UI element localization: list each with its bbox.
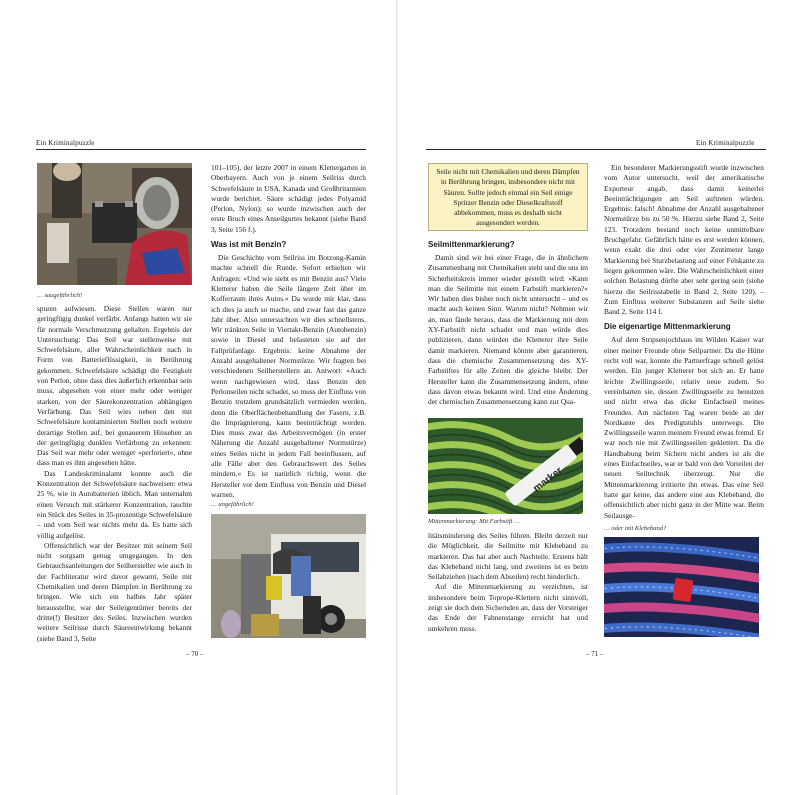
paragraph: litätsminderung des Seiles führen. Bleibt derzeit nur die Möglichkeit, die Seilmitte mit Klebeband zu markieren. Das hat aber auch Nachteile. Erstens hält das Klebeband nicht lang, und zweitens ist es beim Seilabziehen (nach dem Abseilen) recht hinderlich. (428, 531, 588, 582)
left-column-2 (211, 163, 366, 500)
right-column-1-bottom (428, 531, 588, 634)
paragraph: Auf die Mittenmarkierung zu verzichten, ist insbesondere beim Toprope-Klettern nicht sinnvoll, zeigt sie doch dem Sichernden an, dass der Vorsteiger das Ende der Fahnenstange erreicht hat und umkehren muss. (428, 582, 588, 633)
running-head-left: Ein Kriminalpuzzle (36, 139, 95, 147)
highlight-box: Seile nicht mit Chemikalien und deren Dämpfen in Berührung bringen, insbesondere nicht mit Säuren. Sollte jedoch einmal ein Seil einige Spritzer Benzin oder Dieselkraftstoff abbekommen, muss es deshalb nicht ausgesondert werden. (428, 163, 588, 231)
caption-middle-right: Mittenmarkierung: Mit Farbstift … (428, 518, 520, 525)
caption-bottom-right: … oder mit Klebeband? (604, 525, 667, 532)
marker-label: marker (531, 465, 565, 495)
section-heading: Was ist mit Benzin? (211, 240, 287, 250)
right-page (398, 0, 795, 795)
header-rule-left (36, 149, 366, 150)
caption-bottom-left: … ungefährlich! (211, 501, 254, 508)
paragraph: Offensichtlich war der Besitzer mit seinem Seil nicht sorgsam genug umgegangen. In den Gebrauchsanleitungen der Seilhersteller wie auch in der Fachliteratur wird davor gewarnt, Seile mit Chemikalien und deren Dämpfen in Berührung zu bringen. Wie sich ein halbes Jahr später herausstellte, war der Seileigentümer bereits der dritte(!) Besitzer des Seiles. Inzwischen wurden weitere Seilrisse durch Säureeinwirkung bekannt (siehe Band 3, Seite (37, 540, 192, 643)
photo-fuel-canister (211, 514, 366, 638)
running-head-right: Ein Kriminalpuzzle (696, 139, 755, 147)
paragraph: Die Geschichte vom Seilriss im Botzong-Kamin machte schnell die Runde. Sofort erhielten wir Anfragen: »Und wie sieht es mit Benzin aus? Viele Kletterer haben die Seile längere Zeit über im Kofferraum ihres Autos.« Da wurde mir klar, dass ich dies ja auch so mache, und zwar fast das ganze Jahr über. Also untersuchten wir dies schnellstens. Wir tränkten Seile in Viertakt-Benzin (Autobenzin) sowie in Diesel und belasteten sie auf der Fallprüfanlage. Ergebnis: keine Abnahme der Anzahl ausgehaltener Normstürze. Wir fragten bei verschiedenen Seilherstellern an. Antwort: »Auch wenn nachgewiesen wird, dass Benzin den Perlonseilen nicht schadet, so muss der Einfluss von Benzin trotzdem grundsätzlich vermieden werden, denn die Oberflächenbehandlung der Fasern, z.B. die Imprägnierung, kann beeinträchtigt werden. Dies muss zwar das Arbeitsvermögen (in erster Näherung die Anzahl ausgehaltener Normstürze) eines Seiles nicht in jedem Fall beeinflussen, auf alle Fälle aber den Gebrauchswert des Seiles mindern.« Es ist natürlich richtig, wenn die Hersteller vor dem Einfluss von Benzin und Diesel warnen. (211, 253, 366, 499)
caption-top-left: … saugefährlich! (37, 292, 83, 299)
paragraph: Damit sind wir bei einer Frage, die in ähnlichem Zusammenhang mit Chemikalien steht und die uns im Sicherheitskreis immer wieder gestellt wird: »Kann man die Seilmitte mit einem Farbstift markieren?« Wir haben dies bisher noch nicht untersucht – und es macht auch keinen Sinn. Warum nicht? Nehmen wir an, man fände heraus, dass die Markierung mit dem XY-Farbstift nicht schadet und man würde dies publizieren, dann würden die Kletterer ihre Seile damit markieren. Niemand könnte aber garantieren, dass die chemische Zusammensetzung des XY-Farbstiftes für alle Zeiten die gleiche bleibt. Der Hersteller kann die Zusammensetzung ändern, ohne dass davon etwas bekannt wird. Und eine Änderung der chemischen Zusammensetzung kann zur Qua- (428, 253, 588, 407)
left-page (0, 0, 397, 795)
paragraph: Das Landeskriminalamt konnte auch die Konzentration der Schwefelsäure nachweisen: etwa 25 %, wie in Autobatterien üblich. Man unternahm einen Versuch mit stärkerer Konzentration, tauchte ein Stück des Seiles in 35-prozentige Schwefelsäure – und vom Seil war nichts mehr da. Es hatte sich völlig aufgelöst. (37, 468, 192, 540)
photo-car-battery (37, 163, 192, 285)
right-column-2 (604, 163, 764, 521)
section-heading: Seilmittenmarkierung? (428, 240, 515, 249)
paragraph: Ein besonderer Markierungsstift wurde inzwischen vom Autor untersucht, weil der amerikanische Exporteur angab, dass damit keinerlei Beeinträchtigungen am Seil auftreten würden. Ergebnis: falsch! Abnahme der Anzahl ausgehaltener Normstürze bis zu 50 %. Hierzu siehe Band 2, Seite 123. Trotzdem bestand noch keine unmittelbare Bruchgefahr. Gefährlich hätte es erst werden können, wenn exakt die drei oder vier Zentimeter lange Markierung bei Sturzbelastung auf einer Felskante zu liegen gekommen wäre. Die Wahrscheinlichkeit einer solchen Belastung dürfte aber sehr gering sein (siehe hierzu die Seilrisstabelle in Band 2, Seite 120). – Zum Einfluss weiterer Substanzen auf Seile siehe Band 2, Seite 114 f. (604, 163, 764, 317)
right-column-1-top (428, 235, 588, 407)
header-rule-right (426, 149, 766, 150)
paragraph: 101–105), der letzte 2007 in einem Klettergarten in Oberbayern. Auch von je einem Seilriss durch Schwefelsäure in USA, Kanada und Großbritannien wurde berichtet. Säure schädigt jedes Polyamid (Perlon, Nylon); so wurde inzwischen auch der erste Bruch eines Anseilgurtes bekannt (siehe Band 3, Seite 156 f.). (211, 163, 366, 234)
photo-rope-tape (604, 537, 759, 637)
section-heading: Die eigenartige Mittenmarkierung (604, 322, 731, 332)
photo-rope-marker (428, 418, 583, 514)
left-column-1 (37, 304, 192, 644)
page-number-right: – 71 – (586, 650, 604, 658)
paragraph: spuren aufwiesen. Diese Stellen waren nur geringfügig dunkel verfärbt. Anfangs hatten wir sie für normale Verschmutzung gehalten. Ergebnis der Untersuchung: Das Seil war stellenweise mit Schwefelsäure, aller Wahrscheinlichkeit nach in Form von Batterieflüssigkeit, in Berührung gekommen. Schwefelsäure schädigt die Festigkeit von Perlon, ohne dass dies äußerlich erkennbar sein muss, abgesehen von einer mehr oder weniger starken, von der Säurekonzentration abhängigen Verfärbung. Das Seil wies neben den mit Schwefelsäure kontaminierten Stellen noch weitere derartige Stellen auf, bei genauerem Hinsehen an der geringfügig dunklen Verfärbung zu erkennen: Das Seil war mehr oder weniger »perforiert«, ohne dass man es ihm angesehen hätte. (37, 304, 192, 468)
page-number-left: – 70 – (186, 650, 204, 658)
paragraph: Auf dem Stripsenjochhaus im Wilden Kaiser war einer meiner Freunde ohne Seilpartner. Da die Hütte recht voll war, konnte die Partnerfrage schnell gelöst werden. Ein junger Kletterer bot sich an. Er hatte leichte Zwillingsseile, relativ neue zudem. So vereinbarten sie, dessen Zwillingsseile zu benutzen und nicht etwa das dicke Einfachseil meines Freundes. Am nächsten Tag waren beide an der Nordkante des Predigtstuhls unterwegs. Die Zwillingsseile waren meinem Freund etwas fremd. Er war noch nie mit Zwillingsseilen geklettert. Da die Handhabung beim Sichern nicht anders ist als die eines Einfachseiles, war er bald von den Vorteilen der neuen Seiltechnik überzeugt. Nur die Mittenmarkierung irritierte ihn etwas. Das eine Seil hatte gar keine, das andere eine aus Klebeband, die offensichtlich aber nicht ganz in der Mitte war. Beim Seilausge- (604, 335, 764, 520)
